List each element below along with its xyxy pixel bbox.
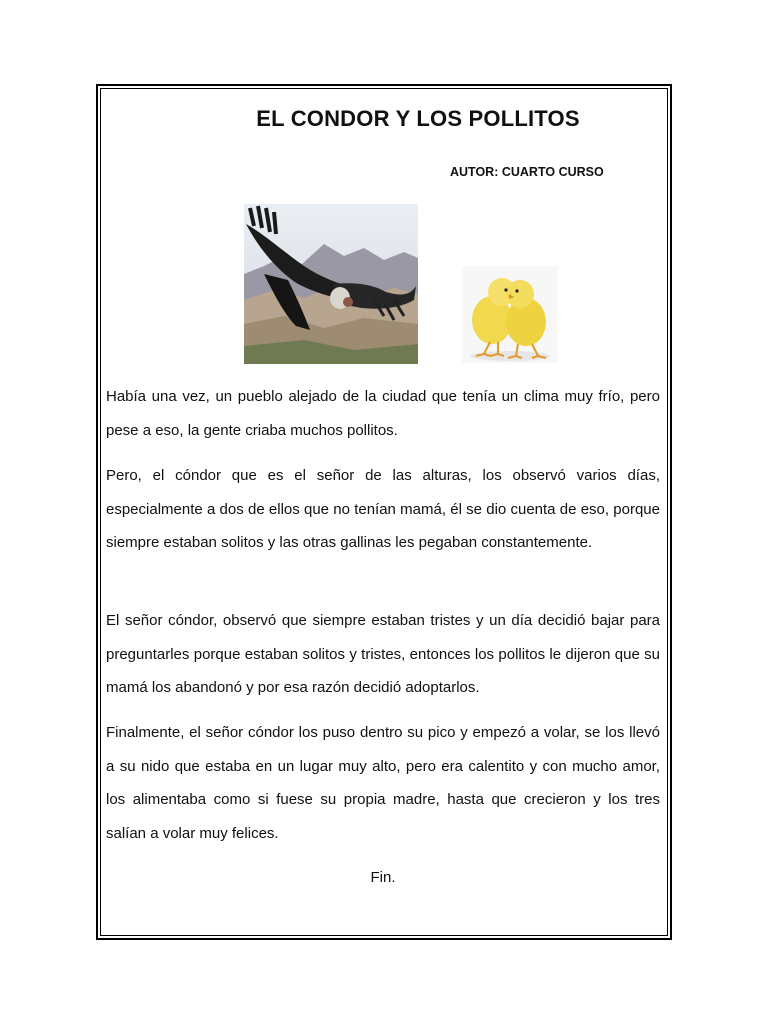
story-paragraph-2: Pero, el cóndor que es el señor de las alturas, los observó varios días, especialmente a dos de ellos que no tenían mamá, él se dio cuenta de eso, porque siempre estaban solitos y las otras gallinas les pegaban constantemente.: [106, 467, 660, 551]
story-paragraph-4: Finalmente, el señor cóndor los puso dentro su pico y empezó a volar, se los llevó a su nido que estaba en un lugar muy alto, pero era calentito y con mucho amor, los alimentaba como si fuese su propia madre, hasta que crecieron y los tres salían a volar muy felices.: [106, 724, 660, 842]
author-line: AUTOR: CUARTO CURSO: [450, 165, 604, 179]
document-title: EL CONDOR Y LOS POLLITOS: [256, 106, 580, 131]
story-ending: Fin.: [370, 869, 396, 886]
chicks-photo: [462, 266, 558, 363]
story-paragraph-1: Había una vez, un pueblo alejado de la ciudad que tenía un clima muy frío, pero pese a eso, la gente criaba muchos pollitos.: [106, 388, 660, 439]
story-paragraph-3: El señor cóndor, observó que siempre estaban tristes y un día decidió bajar para preguntarles porque estaban solitos y tristes, entonces los pollitos le dijeron que su mamá los abandonó y por esa razón decidió adoptarlos.: [106, 612, 660, 696]
condor-photo: [244, 204, 418, 364]
